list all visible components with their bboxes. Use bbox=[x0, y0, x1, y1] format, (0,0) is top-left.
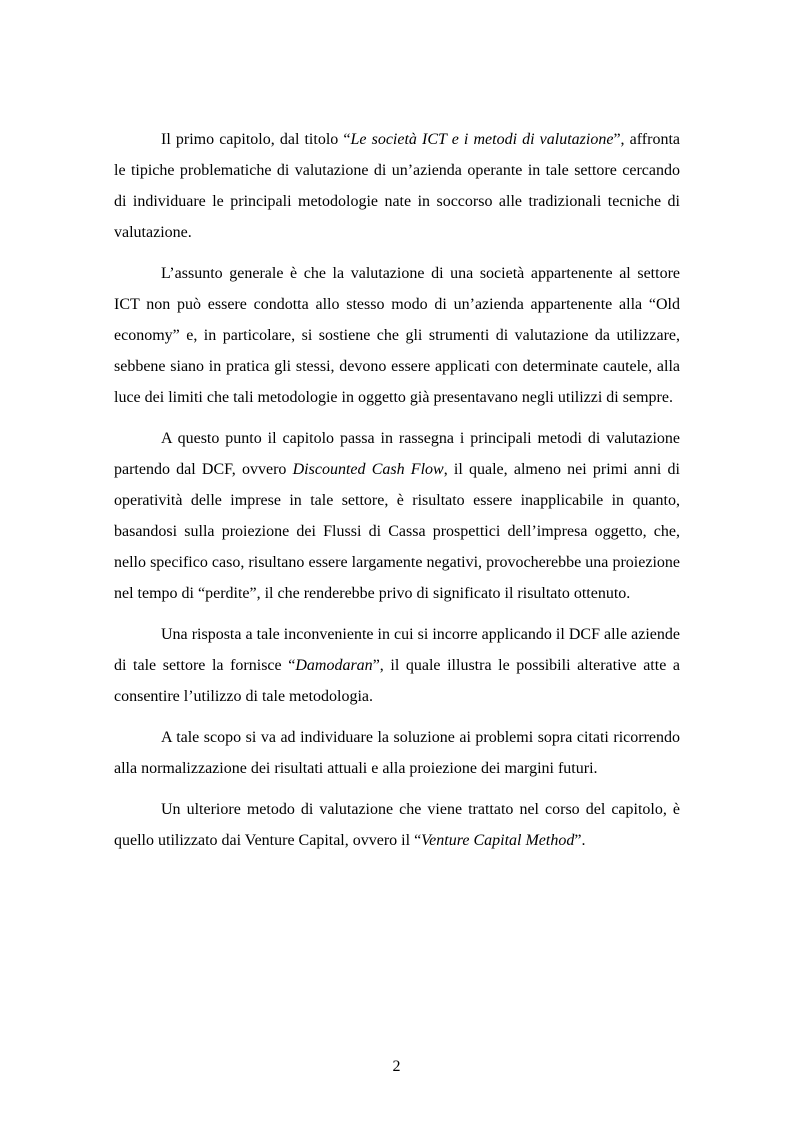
paragraph-1 bbox=[114, 124, 680, 248]
page-number: 2 bbox=[392, 1058, 401, 1075]
paragraph-3 bbox=[114, 423, 680, 609]
paragraph-5 bbox=[114, 722, 680, 784]
text-segment: A questo punto il capitolo passa in rassegna i principali metodi di valutazione partendo dal DCF, ovvero bbox=[114, 430, 680, 478]
text-segment: Un ulteriore metodo di valutazione che viene trattato nel corso del capitolo, è quello utilizzato dai Venture Capital, ovvero il “ bbox=[114, 801, 680, 849]
text-segment: Una risposta a tale inconveniente in cui si incorre applicando il DCF alle aziende di tale settore la fornisce “ bbox=[114, 626, 680, 674]
text-segment: , il quale, almeno nei primi anni di operatività delle imprese in tale settore, è risultato essere inapplicabile in quanto, basandosi sulla proiezione dei Flussi di Cassa prospettici dell’impresa oggetto, che, nello specifico caso, risultano essere largamente negativi, provocherebbe una proiezione nel tempo di “perdite”, il che renderebbe privo di significato il risultato ottenuto. bbox=[114, 461, 680, 602]
text-segment: ”, affronta le tipiche problematiche di valutazione di un’azienda operante in tale settore cercando di individuare le principali metodologie nate in soccorso alle tradizionali tecniche di valutazione. bbox=[114, 131, 681, 241]
text-segment-italic: Damodaran bbox=[295, 657, 373, 674]
paragraph-4 bbox=[114, 619, 680, 712]
text-segment: ”, il quale illustra le possibili alterative atte a consentire l’utilizzo di tale metodologia. bbox=[114, 657, 680, 705]
paragraph-2 bbox=[114, 258, 680, 413]
text-segment: Il primo capitolo, dal titolo “ bbox=[161, 131, 351, 148]
paragraph-6 bbox=[114, 794, 680, 856]
text-segment: ”. bbox=[574, 832, 586, 849]
text-segment: A tale scopo si va ad individuare la soluzione ai problemi sopra citati ricorrendo alla normalizzazione dei risultati attuali e alla proiezione dei margini futuri. bbox=[114, 729, 680, 777]
body-text bbox=[114, 124, 680, 866]
text-segment-italic: Venture Capital Method bbox=[421, 832, 575, 849]
text-segment: L’assunto generale è che la valutazione di una società appartenente al settore ICT non può essere condotta allo stesso modo di un’azienda appartenente alla “Old economy” e, in particolare, si sostiene che gli strumenti di valutazione da utilizzare, sebbene siano in pratica gli stessi, devono essere applicati con determinate cautele, alla luce dei limiti che tali metodologie in oggetto già presentavano negli utilizzi di sempre. bbox=[114, 265, 680, 406]
text-segment-italic: Le società ICT e i metodi di valutazione bbox=[350, 131, 614, 148]
text-segment-italic: Discounted Cash Flow bbox=[292, 461, 444, 478]
